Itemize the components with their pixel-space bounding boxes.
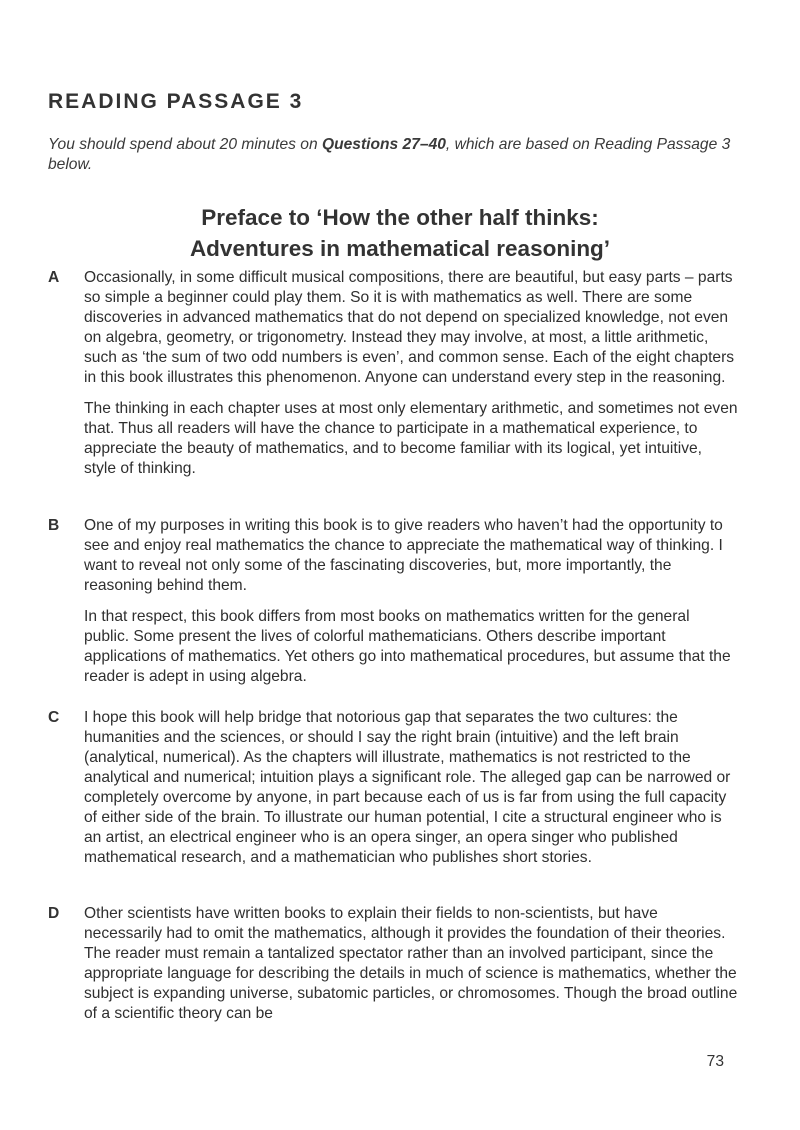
page-number: 73 <box>706 1053 724 1070</box>
paragraph: I hope this book will help bridge that notorious gap that separates the two cultures: the humanities and the sciences, or should I say the right brain (intuitive) and the left brain (analytical, numerical). As the chapters will illustrate, mathematics is not restricted to the analytical and numerical; intuition plays a significant role. The alleged gap can be narrowed or completely overcome by anyone, in part because each of us is far from using the full capacity of either side of the brain. To illustrate our human potential, I cite a structural engineer who is an artist, an electrical engineer who is an opera singer, an opera singer who published mathematical research, and a mathematician who publishes short stories. <box>84 709 731 866</box>
passage-title-line-2: Adventures in mathematical reasoning’ <box>189 236 611 261</box>
section-b <box>48 516 738 687</box>
paragraph: Occasionally, in some difficult musical compositions, there are beautiful, but easy parts – parts so simple a beginner could play them. So it is with mathematics as well. There are some discoveries in advanced mathematics that do not depend on specialized knowledge, not even on algebra, geometry, or trigonometry. Instead they may involve, at most, a little arithmetic, such as ‘the sum of two odd numbers is even’, and common sense. Each of the eight chapters in this book illustrates this phenomenon. Anyone can understand every step in the reasoning. <box>84 269 735 386</box>
instructions <box>48 135 738 175</box>
section-d <box>48 904 738 1024</box>
instructions-text-end: , which are based on Reading Passage 3 below. <box>48 136 731 173</box>
section-a <box>48 268 738 479</box>
section-letter: B <box>48 517 60 534</box>
instructions-text-start: You should spend about 20 minutes on <box>48 136 322 153</box>
section-heading: READING PASSAGE 3 <box>48 90 304 113</box>
section-letter: D <box>48 905 60 922</box>
paragraph: Other scientists have written books to explain their fields to non-scientists, but have necessarily had to omit the mathematics, although it provides the foundation of their theories. The reader must remain a tantalized spectator rather than an involved participant, since the appropriate language for describing the details in much of science is mathematics, whether the subject is expanding universe, subatomic particles, or chromosomes. Though the broad outline of a scientific theory can be <box>84 905 738 1022</box>
passage-title-line-1: Preface to ‘How the other half thinks: <box>201 205 599 230</box>
section-c <box>48 708 738 868</box>
section-letter: A <box>48 269 60 286</box>
section-letter: C <box>48 709 60 726</box>
paragraph: In that respect, this book differs from most books on mathematics written for the general public. Some present the lives of colorful mathematicians. Others describe important applications of mathematics. Yet others go into mathematical procedures, but assume that the reader is adept in using algebra. <box>84 608 731 685</box>
paragraph: One of my purposes in writing this book is to give readers who haven’t had the opportunity to see and enjoy real mathematics the chance to appreciate the mathematical way of thinking. I want to reveal not only some of the fascinating discoveries, but, more importantly, the reasoning behind them. <box>84 517 723 594</box>
passage-title <box>60 202 740 264</box>
paragraph: The thinking in each chapter uses at most only elementary arithmetic, and sometimes not even that. Thus all readers will have the chance to participate in a mathematical experience, to appreciate the beauty of mathematics, and to become familiar with its logical, yet intuitive, style of thinking. <box>84 400 738 477</box>
instructions-questions: Questions 27–40 <box>321 136 446 153</box>
